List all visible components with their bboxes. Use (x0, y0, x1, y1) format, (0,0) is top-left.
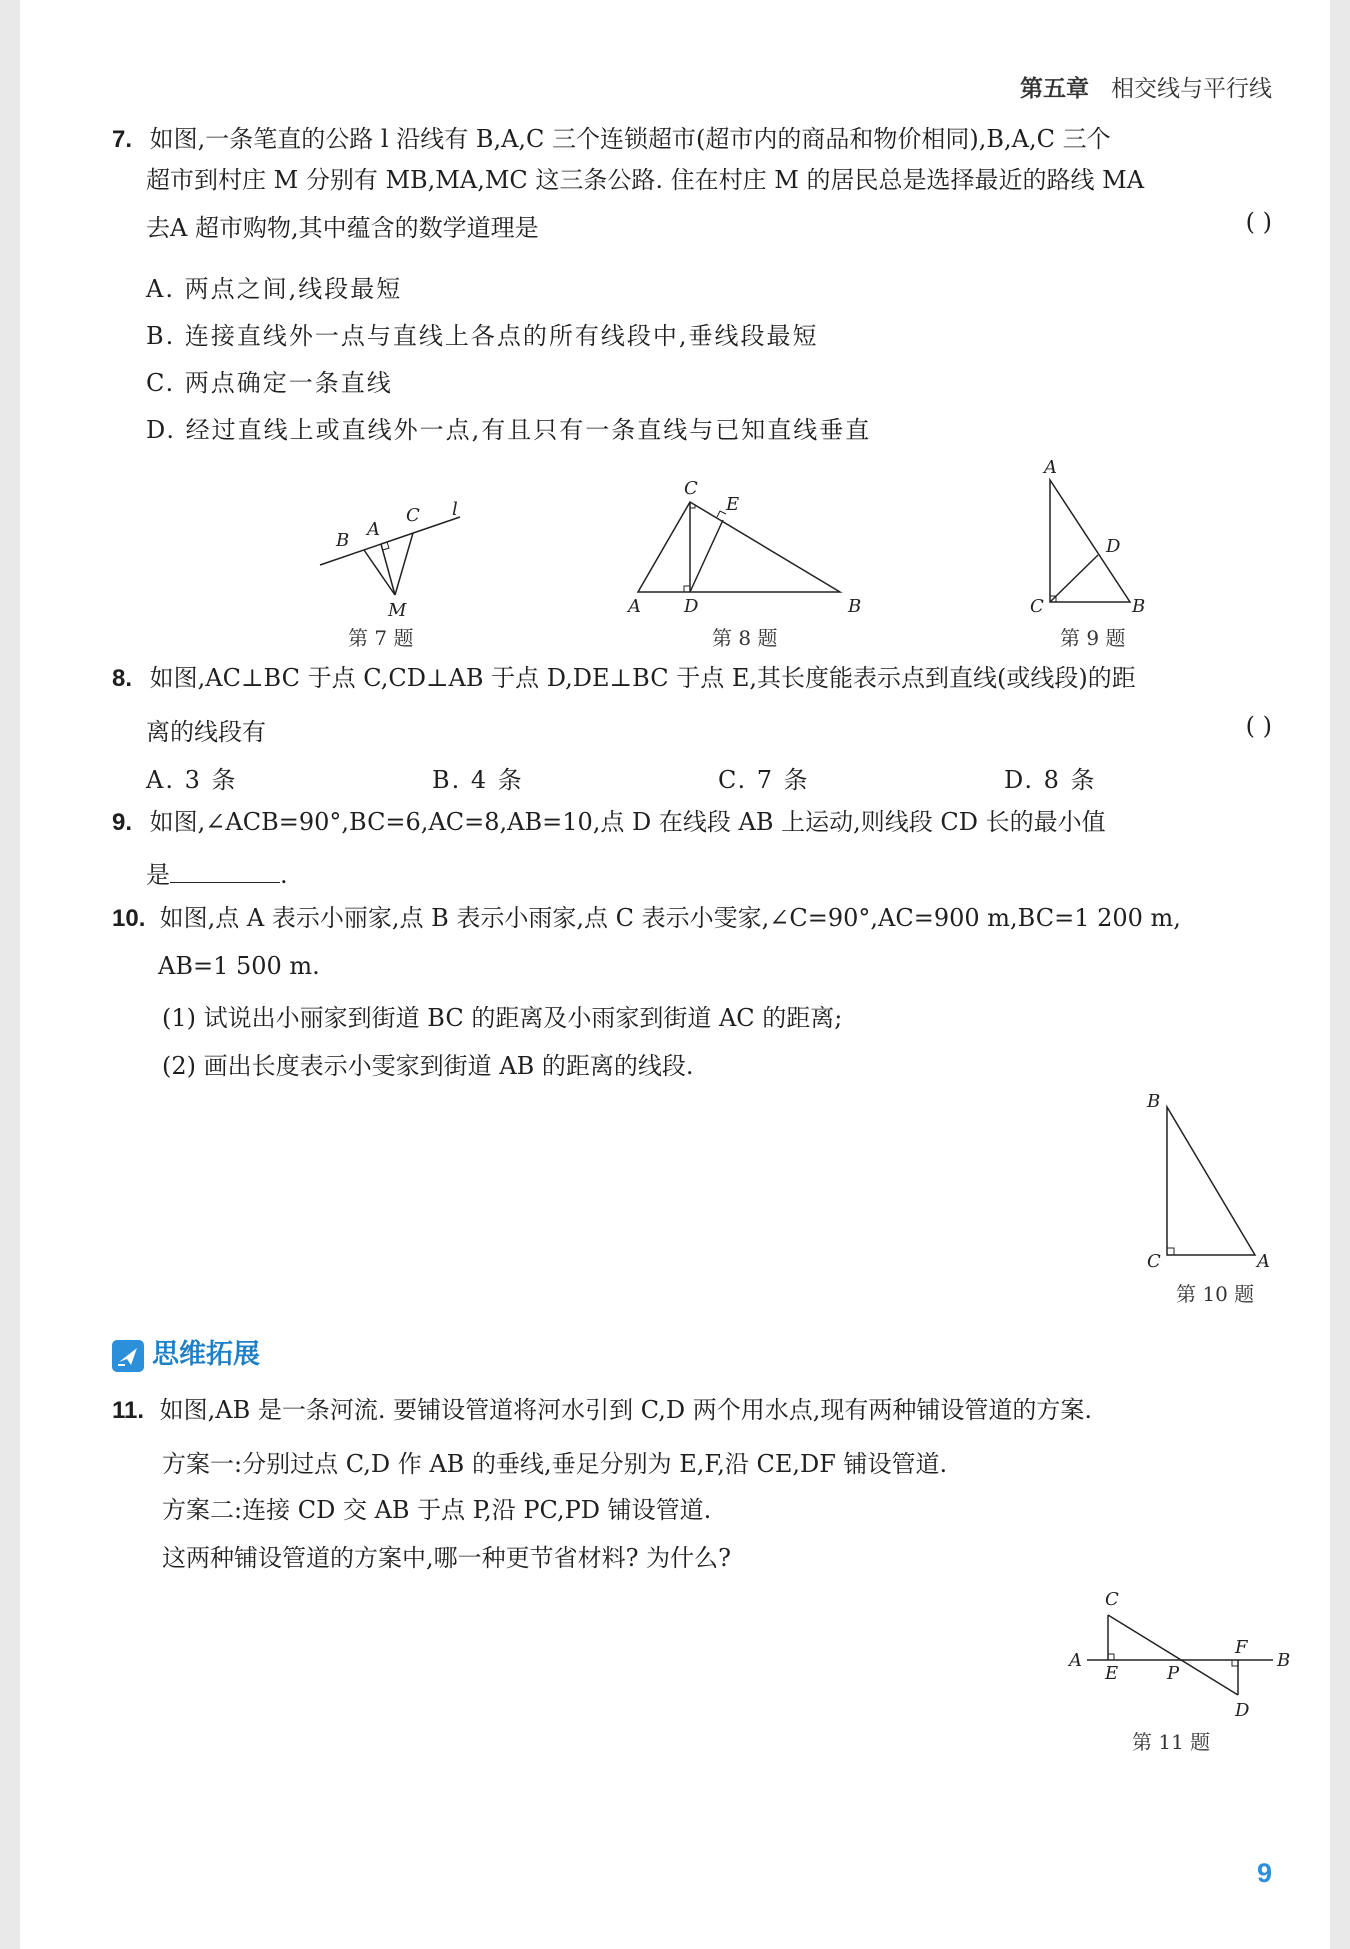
figure-9-caption: 第 9 题 (1060, 626, 1126, 650)
label-d: D (684, 596, 699, 617)
label-b: B (848, 596, 862, 617)
label-b: B (336, 530, 350, 551)
question-number: 10. (112, 905, 146, 932)
sub-question-1: (1) 试说出小丽家到街道 BC 的距离及小雨家到街道 AC 的距离; (162, 1004, 843, 1032)
section-title: 思维拓展 (152, 1339, 260, 1370)
option-b: B. 4 条 (432, 766, 524, 794)
label-c: C (684, 478, 698, 499)
figure-8-caption: 第 8 题 (712, 626, 778, 650)
label-b: B (1147, 1091, 1161, 1112)
question-text-line: 方案二:连接 CD 交 AB 于点 P,沿 PC,PD 铺设管道. (162, 1496, 712, 1524)
expand-thinking-icon (112, 1340, 144, 1372)
label-a: A (1257, 1251, 1270, 1272)
text-suffix: . (280, 861, 288, 889)
question-9 (112, 798, 1106, 847)
question-7 (112, 115, 1111, 164)
label-a: A (1069, 1650, 1082, 1671)
page-header (1020, 70, 1272, 103)
question-text-line: 如图,一条笔直的公路 l 沿线有 B,A,C 三个连锁超市(超市内的商品和物价相同),B,A,C 三个 (149, 125, 1111, 153)
question-text-line: 如图,AB 是一条河流. 要铺设管道将河水引到 C,D 两个用水点,现有两种铺设管道的方案. (159, 1396, 1093, 1424)
label-b: B (1132, 596, 1146, 617)
option-d: D. 8 条 (1004, 766, 1097, 794)
label-d: D (1235, 1700, 1250, 1721)
label-c: C (1147, 1251, 1161, 1272)
figure-11-caption: 第 11 题 (1132, 1730, 1211, 1754)
question-8 (112, 654, 1136, 703)
label-a: A (1044, 457, 1057, 478)
option-c: C. 7 条 (718, 766, 810, 794)
label-b: B (1277, 1650, 1291, 1671)
option-a: A. 两点之间,线段最短 (146, 275, 403, 303)
question-text-line: 如图,AC⊥BC 于点 C,CD⊥AB 于点 D,DE⊥BC 于点 E,其长度能表示点到直线(或线段)的距 (149, 664, 1136, 692)
question-number: 8. (112, 665, 133, 692)
label-m: M (388, 600, 407, 621)
label-a: A (628, 596, 641, 617)
question-10 (112, 894, 1181, 943)
text-prefix: 是 (146, 861, 170, 889)
page-number: 9 (1256, 1858, 1272, 1888)
answer-paren: ( ) (1245, 712, 1272, 740)
page (20, 0, 1330, 1949)
option-d: D. 经过直线上或直线外一点,有且只有一条直线与已知直线垂直 (146, 416, 872, 444)
question-text-line: 方案一:分别过点 C,D 作 AB 的垂线,垂足分别为 E,F,沿 CE,DF 铺设管道. (162, 1450, 948, 1478)
question-text-line: 如图,∠ACB=90°,BC=6,AC=8,AB=10,点 D 在线段 AB 上运动,则线段 CD 长的最小值 (149, 808, 1106, 836)
label-c: C (1030, 596, 1044, 617)
label-l: l (452, 499, 458, 520)
question-11 (112, 1386, 1092, 1435)
label-a: A (367, 519, 380, 540)
label-c: C (1105, 1589, 1119, 1610)
figure-7 (300, 485, 480, 625)
question-text-line: 去A 超市购物,其中蕴含的数学道理是 (146, 214, 539, 242)
label-e: E (726, 494, 740, 515)
label-c: C (406, 505, 420, 526)
label-d: D (1106, 536, 1121, 557)
figure-10 (1135, 1085, 1285, 1275)
figure-10-caption: 第 10 题 (1176, 1282, 1255, 1306)
question-text-line: 超市到村庄 M 分别有 MB,MA,MC 这三条公路. 住在村庄 M 的居民总是选择最近的路线 MA (146, 166, 1145, 194)
question-text-line: 如图,点 A 表示小丽家,点 B 表示小雨家,点 C 表示小雯家,∠C=90°,AC=900 m,BC=1 200 m, (159, 904, 1181, 932)
question-text-line (146, 855, 288, 890)
chapter-title: 相交线与平行线 (1111, 76, 1272, 102)
question-text-line: 这两种铺设管道的方案中,哪一种更节省材料? 为什么? (162, 1544, 731, 1572)
question-number: 9. (112, 809, 133, 836)
figure-7-caption: 第 7 题 (348, 626, 414, 650)
answer-paren: ( ) (1245, 208, 1272, 236)
figure-8 (610, 472, 870, 622)
option-b: B. 连接直线外一点与直线上各点的所有线段中,垂线段最短 (146, 322, 819, 350)
option-c: C. 两点确定一条直线 (146, 369, 393, 397)
label-f: F (1235, 1637, 1248, 1658)
question-number: 7. (112, 126, 133, 153)
question-number: 11. (112, 1397, 145, 1424)
label-e: E (1105, 1663, 1119, 1684)
question-text-line: 离的线段有 (146, 718, 266, 746)
section-header (112, 1332, 260, 1372)
label-p: P (1167, 1663, 1180, 1684)
question-text-line: AB=1 500 m. (158, 952, 320, 980)
figure-11 (1055, 1575, 1305, 1725)
chapter-label: 第五章 (1020, 76, 1089, 102)
figure-9 (1020, 455, 1170, 620)
sub-question-2: (2) 画出长度表示小雯家到街道 AB 的距离的线段. (162, 1052, 694, 1080)
option-a: A. 3 条 (146, 766, 238, 794)
answer-blank[interactable] (170, 860, 280, 883)
